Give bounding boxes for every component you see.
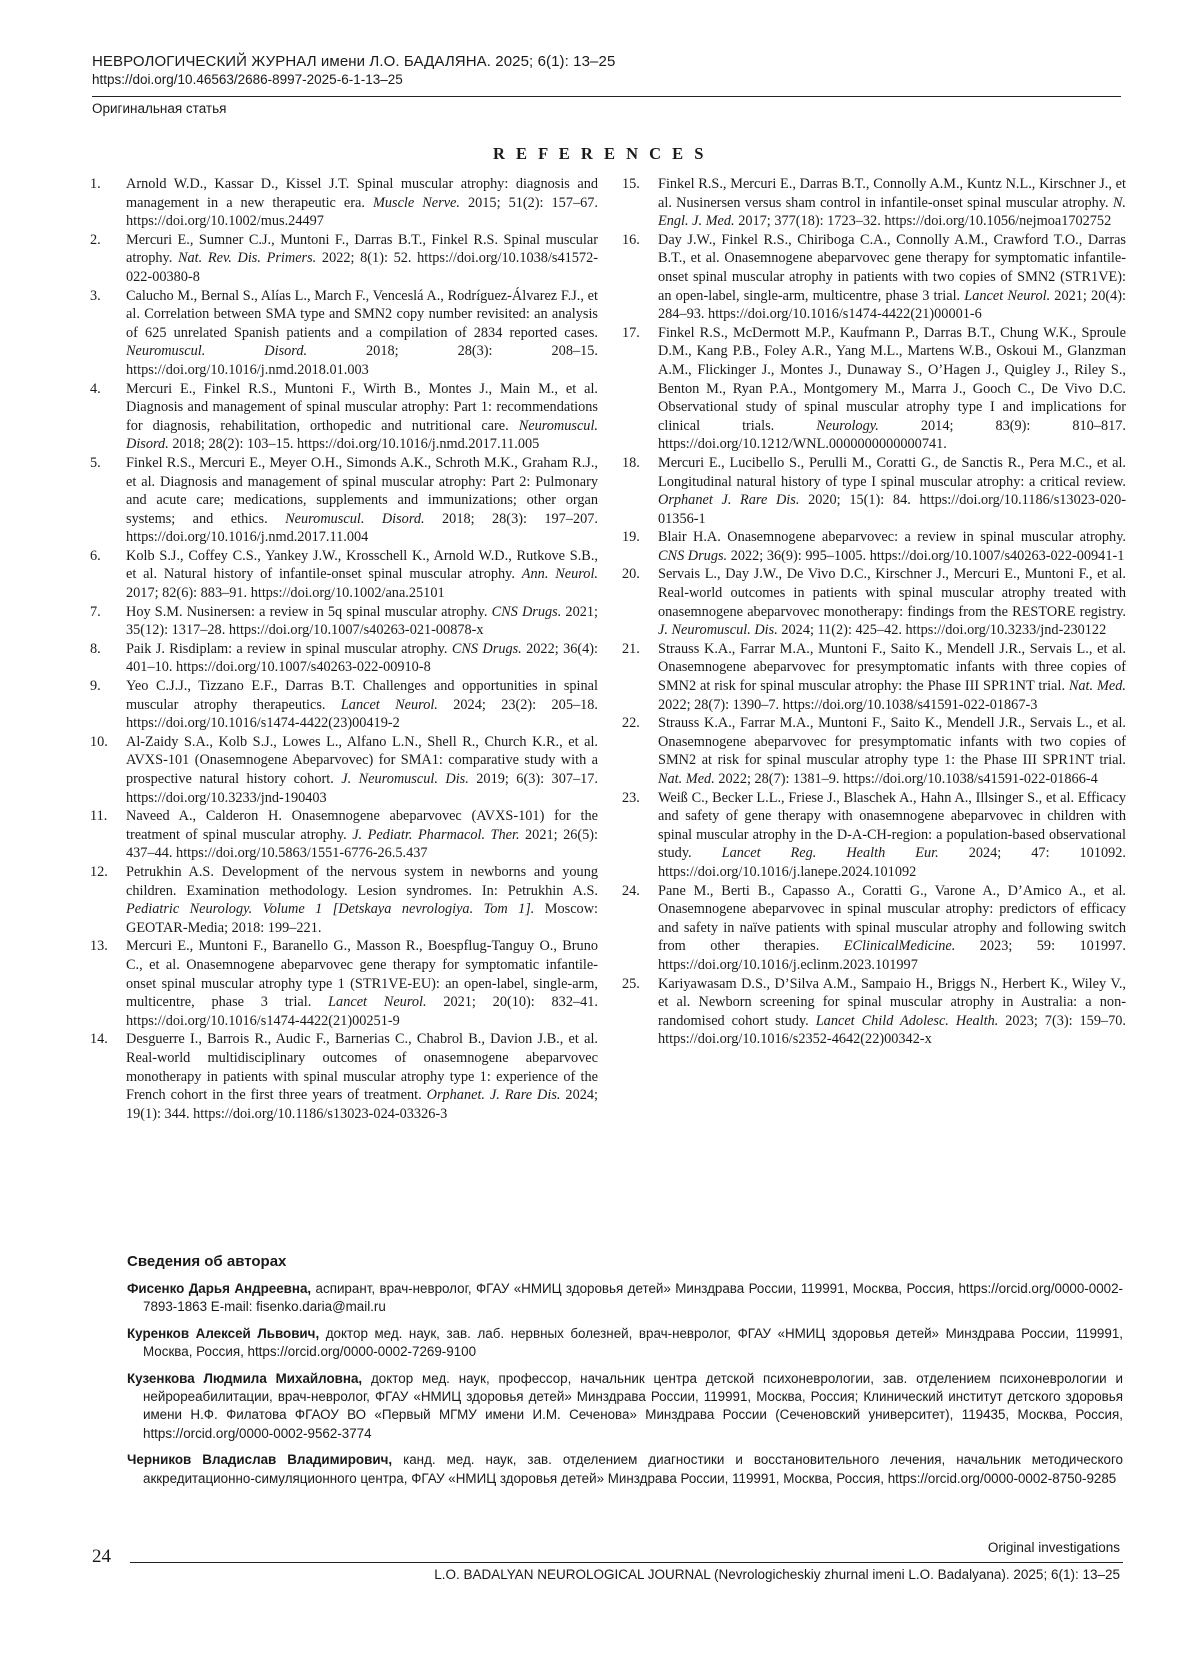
reference-number: 12. — [90, 863, 108, 880]
reference-item — [622, 454, 1126, 528]
reference-number: 7. — [90, 603, 101, 620]
reference-body: Strauss K.A., Farrar M.A., Muntoni F., Saito K., Mendell J.R., Servais L., et al. Onasemnogene abeparvovec for presymptomatic infants with two copies of SMN2 at risk for spinal muscular atrophy type 1: the Phase III SPR1NT trial. — [658, 715, 1126, 769]
reference-number: 3. — [90, 287, 101, 304]
reference-text — [126, 640, 598, 677]
reference-text — [126, 733, 598, 807]
reference-details[interactable]: 2017; 377(18): 1723–32. https://doi.org/10.1056/nejmoa1702752 — [734, 213, 1112, 230]
reference-body: Mercuri E., Finkel R.S., Muntoni F., Wirth B., Montes J., Main M., et al. Diagnosis and management of spinal muscular atrophy: Part 1: recommendations for diagnosis, rehabilitation, orthopedic and nutritional care. — [126, 380, 598, 434]
reference-number: 22. — [622, 715, 640, 732]
reference-details[interactable]: 2019; 6(3): 307–17. https://doi.org/10.3233/jnd-190403 — [126, 771, 599, 806]
reference-text — [658, 454, 1126, 528]
reference-source: Neuromuscul. Disord. — [126, 417, 598, 453]
reference-details[interactable]: Moscow: GEOTAR-Media; 2018: 199–221. — [126, 901, 598, 936]
reference-text — [126, 454, 598, 547]
reference-text — [658, 640, 1126, 714]
reference-source: CNS Drugs. — [658, 547, 728, 564]
reference-source: J. Pediatr. Pharmacol. Ther. — [352, 826, 520, 843]
reference-item — [622, 565, 1126, 639]
reference-body: Petrukhin A.S. Development of the nervous system in newborns and young children. Examination methodology. Lesion syndromes. In: Petrukhin A.S. — [126, 863, 598, 899]
reference-number: 25. — [622, 975, 640, 992]
reference-source: Nat. Rev. Dis. Primers. — [178, 250, 317, 267]
reference-item — [622, 175, 1126, 231]
reference-text — [126, 863, 598, 937]
references-column-right — [622, 175, 1126, 1049]
reference-details[interactable]: 2014; 83(9): 810–817. https://doi.org/10.1212/WNL.0000000000000741. — [658, 417, 1127, 453]
reference-body: Yeo C.J.J., Tizzano E.F., Darras B.T. Challenges and opportunities in spinal muscular atrophy therapeutics. — [126, 678, 598, 713]
reference-body: Mercuri E., Sumner C.J., Muntoni F., Darras B.T., Finkel R.S. Spinal muscular atrophy. — [126, 231, 598, 267]
reference-item — [622, 528, 1126, 565]
reference-body: Finkel R.S., Mercuri E., Meyer O.H., Simonds A.K., Schroth M.K., Graham R.J., et al. Diagnosis and management of spinal muscular atrophy: Part 2: Pulmonary and acute care; medications, supplements and immunizations; other organ systems; and ethics. — [126, 454, 598, 527]
reference-source: Lancet Child Adolesc. Health. — [815, 1012, 999, 1029]
reference-details[interactable]: 2015; 51(2): 157–67. https://doi.org/10.1002/mus.24497 — [126, 194, 598, 230]
reference-source: Nat. Med. — [658, 771, 715, 787]
reference-details[interactable]: 2018; 28(2): 103–15. https://doi.org/10.1016/j.nmd.2017.11.005 — [168, 436, 540, 453]
reference-body: Mercuri E., Muntoni F., Baranello G., Masson R., Boespflug-Tanguy O., Bruno C., et al. Onasemnogene abeparvovec gene therapy for symptomatic infantile-onset spinal muscular atrophy type 1 (STR1VE-EU): an open-label, single-arm, multicentre, phase 3 trial. — [126, 938, 598, 1011]
reference-details[interactable]: 2021; 20(10): 832–41. https://doi.org/10.1016/s1474-4422(21)00251-9 — [126, 994, 598, 1029]
reference-item — [90, 863, 598, 937]
reference-source: Lancet Reg. Health Eur. — [721, 845, 939, 862]
reference-number: 8. — [90, 640, 101, 657]
reference-number: 9. — [90, 678, 101, 695]
author-info: аспирант, врач-невролог, ФГАУ «НМИЦ здоровья детей» Минздрава России, 119991, Москва, Россия, https://orcid.org/0000-0002-7893-1863 E-mail: fisenko.daria@mail.ru — [143, 1281, 1123, 1315]
reference-item — [90, 231, 598, 287]
reference-text — [126, 677, 598, 733]
reference-item — [622, 640, 1126, 714]
reference-number: 21. — [622, 640, 640, 657]
reference-number: 16. — [622, 231, 640, 248]
reference-number: 24. — [622, 882, 640, 899]
reference-body: Day J.W., Finkel R.S., Chiriboga C.A., Connolly A.M., Crawford T.O., Darras B.T., et al. Onasemnogene abeparvovec gene therapy for symptomatic infantile-onset spinal muscular atrophy in patients with two copies of SMN2 (STR1VE): an open-label, single-arm, multicentre, phase 3 trial. — [658, 231, 1126, 304]
author-entry — [127, 1451, 1123, 1488]
reference-body: Desguerre I., Barrois R., Audic F., Barnerias C., Chabrol B., Davion J.B., et al. Real-world multidisciplinary outcomes of onasemnogene abeparvovec monotherapy in patients with spinal muscular atrophy type 1: experience of the French cohort in the first three years of treatment. — [126, 1031, 598, 1104]
reference-text — [126, 603, 598, 640]
reference-source: Orphanet J. Rare Dis. — [658, 492, 800, 509]
reference-details[interactable]: 2022; 36(4): 401–10. https://doi.org/10.1007/s40263-022-00910-8 — [126, 640, 599, 676]
reference-details[interactable]: 2024; 11(2): 425–42. https://doi.org/10.3233/jnd-230122 — [777, 622, 1107, 639]
reference-number: 2. — [90, 231, 101, 248]
author-name: Черников Владислав Владимирович, — [127, 1452, 393, 1468]
author-name: Кузенкова Людмила Михайловна, — [127, 1370, 363, 1386]
reference-details[interactable]: 2022; 8(1): 52. https://doi.org/10.1038/s41572-022-00380-8 — [126, 250, 598, 285]
page-number: 24 — [92, 1546, 111, 1567]
reference-item — [90, 937, 598, 1030]
reference-body: Strauss K.A., Farrar M.A., Muntoni F., Saito K., Mendell J.R., Servais L., et al. Onasemnogene abeparvovec for presymptomatic infants with three copies of SMN2 at risk for spinal muscular atrophy: the Phase III SPR1NT trial. — [658, 640, 1126, 695]
reference-text — [658, 714, 1126, 788]
reference-details[interactable]: 2023; 7(3): 159–70. https://doi.org/10.1016/s2352-4642(22)00342-x — [658, 1012, 1127, 1048]
reference-text — [126, 547, 598, 603]
reference-details[interactable]: 2024; 19(1): 344. https://doi.org/10.1186/s13023-024-03326-3 — [126, 1087, 599, 1122]
reference-body: Servais L., Day J.W., De Vivo D.C., Kirschner J., Mercuri E., Muntoni F., et al. Real-world outcomes in patients with spinal muscular atrophy treated with onasemnogene abeparvovec monotherapy: findings from the RESTORE registry. — [658, 566, 1126, 620]
reference-details[interactable]: 2024; 47: 101092. https://doi.org/10.1016/j.lanepe.2024.101092 — [658, 845, 1126, 880]
reference-text — [126, 175, 598, 231]
reference-source: CNS Drugs. — [491, 603, 562, 620]
reference-body: Kariyawasam D.S., D’Silva A.M., Sampaio H., Briggs N., Herbert K., Wiley V., et al. Newborn screening for spinal muscular atrophy in Australia: a non-randomised cohort study. — [658, 975, 1126, 1029]
reference-item — [90, 547, 598, 603]
reference-details[interactable]: 2021; 26(5): 437–44. https://doi.org/10.5863/1551-6776-26.5.437 — [126, 826, 599, 862]
authors-section-title: Сведения об авторах — [127, 1253, 287, 1270]
reference-body: Arnold W.D., Kassar D., Kissel J.T. Spinal muscular atrophy: diagnosis and management in a new therapeutic era. — [126, 176, 598, 211]
author-name: Куренков Алексей Львович, — [127, 1325, 320, 1341]
reference-number: 5. — [90, 454, 101, 471]
reference-number: 18. — [622, 454, 640, 471]
reference-text — [126, 287, 598, 380]
reference-body: Finkel R.S., Mercuri E., Darras B.T., Connolly A.M., Kuntz N.L., Kirschner J., et al. Nusinersen versus sham control in infantile-onset spinal muscular atrophy. — [658, 176, 1126, 211]
reference-item — [90, 380, 598, 454]
reference-details[interactable]: 2018; 28(3): 208–15. https://doi.org/10.1016/j.nmd.2018.01.003 — [126, 343, 598, 378]
reference-number: 4. — [90, 380, 101, 397]
reference-number: 13. — [90, 938, 108, 955]
reference-body: Paik J. Risdiplam: a review in spinal muscular atrophy. — [126, 640, 452, 657]
reference-item — [622, 975, 1126, 1049]
reference-item — [622, 882, 1126, 975]
reference-item — [90, 677, 598, 733]
reference-source: Ann. Neurol. — [521, 566, 599, 583]
reference-body: Calucho M., Bernal S., Alías L., March F., Venceslá A., Rodríguez-Álvarez F.J., et al. Correlation between SMA type and SMN2 copy number revisited: an analysis of 625 unrelated Spanish patients and a compilation of 2834 reported cases. — [126, 287, 598, 341]
reference-source: EClinicalMedicine. — [843, 938, 956, 955]
reference-details[interactable]: 2022; 28(7): 1381–9. https://doi.org/10.1038/s41591-022-01866-4 — [714, 771, 1098, 787]
reference-item — [90, 807, 598, 863]
reference-item — [90, 603, 598, 640]
reference-item — [90, 733, 598, 807]
article-type-label: Оригинальная статья — [92, 101, 227, 116]
reference-item — [90, 640, 598, 677]
reference-item — [90, 287, 598, 380]
reference-body: Finkel R.S., McDermott M.P., Kaufmann P., Darras B.T., Chung W.K., Sproule D.M., Kang P.B., Foley A.R., Yang M.L., Martens W.B., Oskoui M., Glanzman A.M., Flickinger J., Montes J., Dunaway S., O’Hagen J., Quigley J., Riley S., Benton M., Ryan P.A., Montgomery M., Marra J., Gooch C., De Vivo D.C. Observational study of spinal muscular atrophy type I and implications for clinical trials. — [658, 324, 1126, 434]
author-name: Фисенко Дарья Андреевна, — [127, 1281, 312, 1296]
reference-details[interactable]: 2021; 20(4): 284–93. https://doi.org/10.1016/s1474-4422(21)00001-6 — [658, 287, 1126, 323]
reference-item — [622, 231, 1126, 324]
reference-source: Lancet Neurol. — [328, 994, 427, 1011]
reference-details[interactable]: 2020; 15(1): 84. https://doi.org/10.1186/s13023-020-01356-1 — [658, 492, 1126, 527]
reference-source: Muscle Nerve. — [372, 194, 460, 211]
reference-source: CNS Drugs. — [451, 640, 522, 657]
footer-divider — [130, 1562, 1123, 1563]
reference-number: 23. — [622, 789, 640, 806]
reference-source: Lancet Neurol. — [964, 287, 1051, 304]
reference-details[interactable]: 2023; 59: 101997. https://doi.org/10.1016/j.eclinm.2023.101997 — [658, 938, 1126, 973]
reference-number: 1. — [90, 176, 101, 192]
reference-source: Pediatric Neurology. Volume 1 [Detskaya nevrologiya. Tom 1]. — [126, 901, 535, 918]
reference-source: Neurology. — [816, 417, 879, 434]
reference-text — [126, 807, 598, 863]
reference-number: 15. — [622, 176, 640, 192]
author-entry — [127, 1280, 1123, 1317]
reference-number: 14. — [90, 1031, 108, 1048]
reference-number: 11. — [90, 808, 108, 825]
author-info: доктор мед. наук, зав. лаб. нервных болезней, врач-невролог, ФГАУ «НМИЦ здоровья детей» Минздрава России, 119991, Москва, Россия, https://orcid.org/0000-0002-7269-9100 — [143, 1325, 1123, 1360]
reference-details[interactable]: 2018; 28(3): 197–207. https://doi.org/10.1016/j.nmd.2017.11.004 — [126, 510, 598, 546]
reference-body: Hoy S.M. Nusinersen: a review in 5q spinal muscular atrophy. — [126, 603, 492, 620]
author-entry — [127, 1370, 1123, 1444]
reference-number: 6. — [90, 547, 101, 564]
reference-source: Nat. Med. — [1068, 678, 1127, 695]
references-title: R E F E R E N C E S — [493, 144, 707, 163]
references-column-left — [90, 175, 598, 1123]
reference-text — [658, 231, 1126, 324]
reference-number: 17. — [622, 324, 640, 341]
reference-text — [126, 1030, 598, 1123]
reference-number: 10. — [90, 733, 108, 750]
header-divider — [92, 96, 1121, 97]
reference-source: Orphanet. J. Rare Dis. — [426, 1087, 561, 1104]
reference-number: 19. — [622, 529, 640, 546]
footer-article-type: Original investigations — [987, 1540, 1120, 1555]
author-entry — [127, 1325, 1123, 1362]
reference-text — [658, 324, 1126, 454]
reference-text — [126, 937, 598, 1030]
reference-item — [622, 714, 1126, 788]
reference-body: Blair H.A. Onasemnogene abeparvovec: a review in spinal muscular atrophy. — [658, 529, 1126, 546]
reference-body: Naveed A., Calderon H. Onasemnogene abeparvovec (AVXS-101) for the treatment of spinal muscular atrophy. — [126, 808, 598, 843]
author-info: доктор мед. наук, профессор, начальник центра детской психоневрологии, зав. отделением психоневрологии и нейрореабилитации, врач-невролог, ФГАУ «НМИЦ здоровья детей» Минздрава России, 119991, Москва, Россия; Клинический институт детского здоровья имени Н.Ф. Филатова ФГАОУ ВО «Первый МГМУ имени И.М. Сеченова» Минздрава России (Сеченовский университет), 119435, Москва, Россия, https://orcid.org/0000-0002-9562-3774 — [143, 1370, 1123, 1441]
reference-source: N. Engl. J. Med. — [658, 194, 1126, 230]
reference-source: Neuromuscul. Disord. — [126, 343, 308, 360]
author-info: канд. мед. наук, зав. отделением диагностики и восстановительного лечения, начальник методического аккредитационно-симуляционного центра, ФГАУ «НМИЦ здоровья детей» Минздрава России, 119991, Москва, Россия, https://orcid.org/0000-0002-8750-9285 — [143, 1452, 1123, 1486]
reference-item — [90, 1030, 598, 1123]
reference-source: Neuromuscul. Disord. — [285, 510, 425, 527]
reference-item — [90, 454, 598, 547]
reference-text — [658, 975, 1126, 1049]
reference-item — [622, 324, 1126, 454]
journal-header: НЕВРОЛОГИЧЕСКИЙ ЖУРНАЛ имени Л.О. БАДАЛЯНА. 2025; 6(1): 13–25 — [92, 53, 616, 70]
reference-text — [658, 565, 1126, 639]
reference-details[interactable]: 2021; 35(12): 1317–28. https://doi.org/10.1007/s40263-021-00878-x — [126, 603, 598, 639]
footer-journal: L.O. BADALYAN NEUROLOGICAL JOURNAL (Nevrologicheskiy zhurnal imeni L.O. Badalyana). 2025; 6(1): 13–25 — [434, 1567, 1120, 1582]
reference-body: Kolb S.J., Coffey C.S., Yankey J.W., Krosschell K., Arnold W.D., Rutkove S.B., et al. Natural history of infantile-onset spinal muscular atrophy. — [126, 547, 598, 583]
header-doi[interactable]: https://doi.org/10.46563/2686-8997-2025-6-1-13–25 — [92, 72, 403, 87]
authors-list — [127, 1280, 1123, 1496]
reference-details[interactable]: 2022; 28(7): 1390–7. https://doi.org/10.1038/s41591-022-01867-3 — [658, 696, 1038, 713]
reference-text — [126, 380, 598, 454]
reference-source: J. Neuromuscul. Dis. — [658, 622, 778, 639]
reference-source: J. Neuromuscul. Dis. — [341, 771, 469, 787]
reference-details[interactable]: 2024; 23(2): 205–18. https://doi.org/10.1016/s1474-4422(23)00419-2 — [126, 696, 598, 732]
reference-text — [658, 882, 1126, 975]
reference-body: Mercuri E., Lucibello S., Perulli M., Coratti G., de Sanctis R., Pera M.C., et al. Longitudinal natural history of type I spinal muscular atrophy: a critical review. — [658, 454, 1126, 490]
reference-source: Lancet Neurol. — [340, 696, 438, 713]
reference-details[interactable]: 2017; 82(6): 883–91. https://doi.org/10.1002/ana.25101 — [126, 585, 445, 602]
reference-text — [126, 231, 598, 287]
reference-item — [622, 789, 1126, 882]
reference-item — [90, 175, 598, 231]
reference-text — [658, 175, 1126, 231]
reference-body: Al-Zaidy S.A., Kolb S.J., Lowes L., Alfano L.N., Shell R., Church K.R., et al. AVXS-101 (Onasemnogene Abeparvovec) for SMA1: comparative study with a prospective natural history cohort. — [126, 733, 598, 787]
reference-text — [658, 528, 1126, 565]
reference-body: Weiß C., Becker L.L., Friese J., Blaschek A., Hahn A., Illsinger S., et al. Efficacy and safety of gene therapy with onasemnogene abeparvovec in children with spinal muscular atrophy in the D-A-CH-region: a population-based observational study. — [658, 789, 1126, 862]
reference-body: Pane M., Berti B., Capasso A., Coratti G., Varone A., D’Amico A., et al. Onasemnogene abeparvovec in spinal muscular atrophy: predictors of efficacy and safety in naïve patients with spinal muscular atrophy and following switch from other therapies. — [658, 882, 1126, 955]
reference-number: 20. — [622, 566, 640, 583]
reference-details[interactable]: 2022; 36(9): 995–1005. https://doi.org/10.1007/s40263-022-00941-1 — [727, 547, 1125, 564]
reference-text — [658, 789, 1126, 882]
